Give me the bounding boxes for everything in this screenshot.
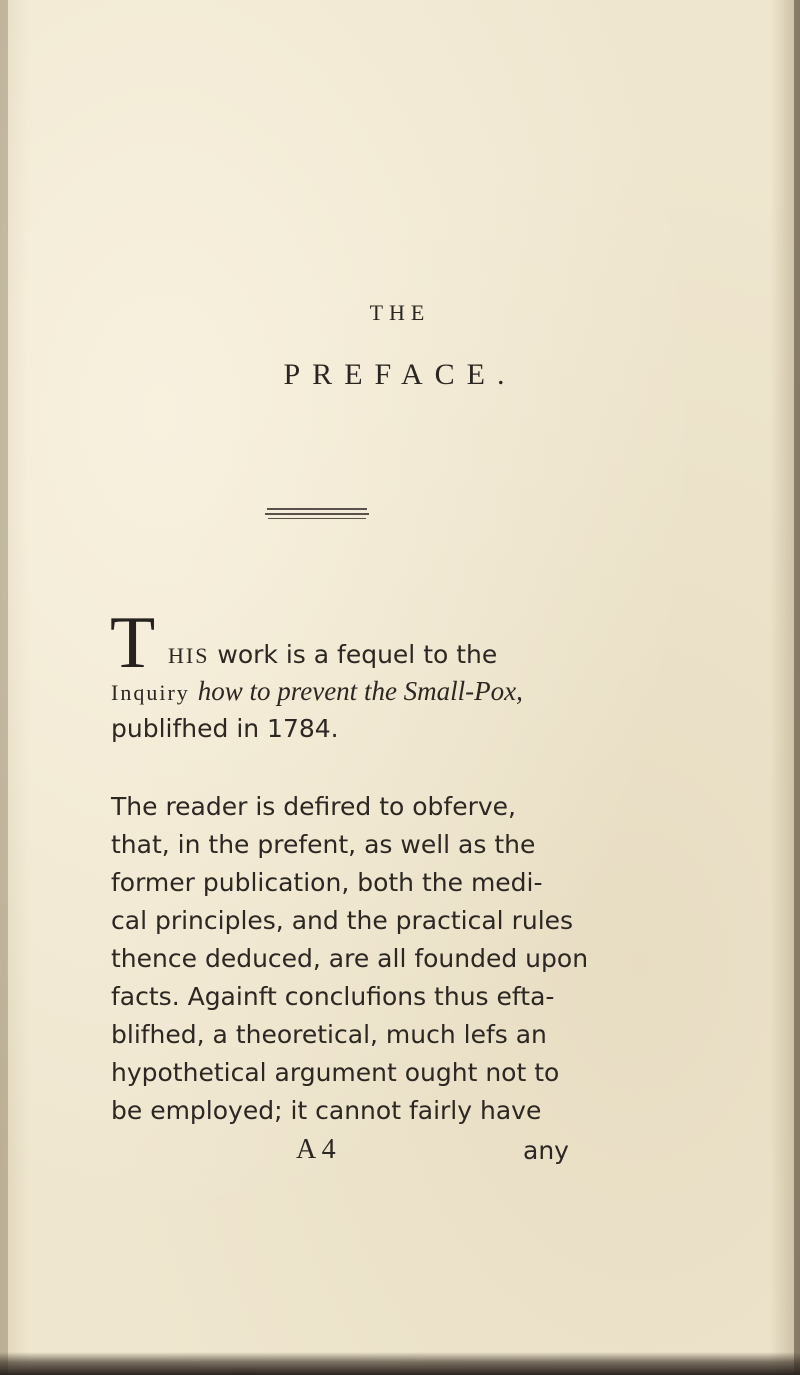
paragraph1-line2 (111, 676, 523, 707)
paragraph2-line: The reader is defired to obferve, (111, 792, 516, 821)
rule-line-middle (265, 513, 369, 515)
page-bottom-shadow (0, 1352, 800, 1375)
signature-mark: A 4 (296, 1134, 336, 1165)
paragraph2-line: blifhed, a theoretical, much lefs an (111, 1020, 547, 1049)
line1-text: work is a fequel to the (217, 640, 498, 669)
heading-preface: PREFACE. (283, 358, 517, 391)
paragraph1-line1 (168, 640, 497, 669)
paragraph2-line: thence deduced, are all founded upon (111, 944, 589, 973)
paragraph2-line: that, in the prefent, as well as the (111, 830, 536, 859)
paragraph2-line: former publication, both the medi- (111, 868, 543, 897)
rule-line-bottom (268, 518, 366, 519)
paragraph2-line: cal principles, and the practical rules (111, 906, 574, 935)
page-left-edge (0, 0, 8, 1375)
paragraph2-line: be employed; it cannot fairly have (111, 1096, 542, 1125)
line2-italic: how to prevent the Small-Pox, (197, 676, 523, 706)
line1-small-caps: HIS (168, 643, 210, 668)
paragraph1-line3: publifhed in 1784. (111, 714, 339, 743)
line2-small-caps: Inquiry (111, 680, 190, 705)
paragraph2-line: facts. Againft conclufions thus efta- (111, 982, 555, 1011)
rule-line-top (267, 508, 367, 510)
heading-the: THE (369, 300, 431, 325)
drop-cap: T (110, 602, 156, 684)
page-right-edge (794, 0, 800, 1375)
paragraph2-line: hypothetical argument ought not to (111, 1058, 560, 1087)
catchword: any (523, 1136, 569, 1165)
